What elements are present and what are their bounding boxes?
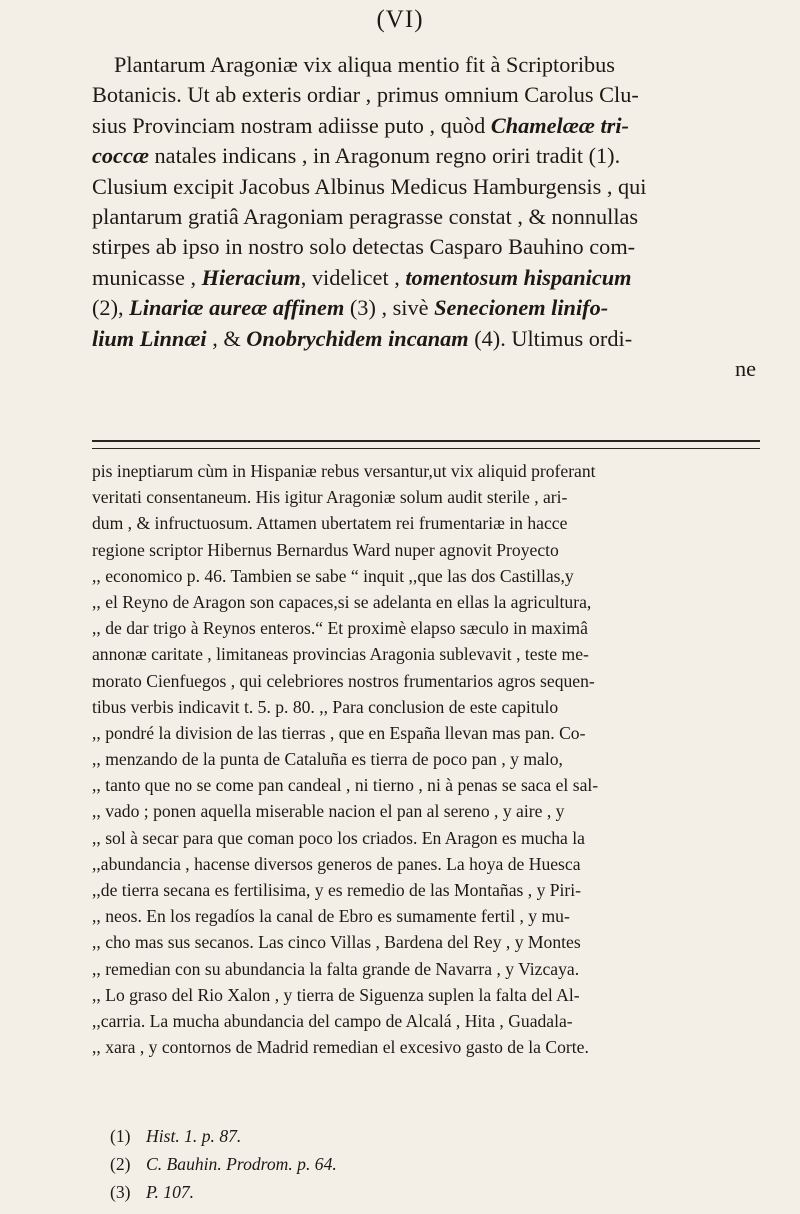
- footnote-line: ,, de dar trigo à Reynos enteros.“ Et proximè elapso sæculo in maximâ: [92, 618, 588, 639]
- main-text-line: [92, 111, 760, 141]
- main-text: [92, 50, 760, 384]
- footnote-line: ,, xara , y contornos de Madrid remedian el excesivo gasto de la Corte.: [92, 1037, 589, 1058]
- text-run: municasse ,: [92, 264, 202, 290]
- italic-text-run: Linariæ aureæ affinem: [129, 295, 345, 321]
- footnote-line: dum , & infructuosum. Attamen ubertatem rei frumentariæ in hacce: [92, 513, 568, 534]
- text-run: Plantarum Aragoniæ vix aliqua mentio fit à Scriptoribus: [114, 52, 615, 77]
- text-run: stirpes ab ipso in nostro solo detectas Casparo Bauhino com-: [92, 234, 636, 260]
- italic-text-run: tomentosum hispanicum: [405, 264, 632, 290]
- page-number: (VI): [376, 6, 424, 33]
- reference-text: C. Bauhin. Prodrom. p. 64.: [146, 1154, 337, 1174]
- footnote-line: annonæ caritate , limitaneas provincias Aragonia sublevavit , teste me-: [92, 644, 589, 665]
- footnote-line: ,, neos. En los regadíos la canal de Ebro es sumamente fertil , y mu-: [92, 906, 570, 927]
- main-text-line: [92, 202, 760, 232]
- reference-number: (1): [110, 1126, 131, 1146]
- main-text-line: [92, 80, 760, 110]
- text-run: Botanicis. Ut ab exteris ordiar , primus omnium Carolus Clu-: [92, 82, 639, 108]
- footnote-line: ,, cho mas sus secanos. Las cinco Villas , Bardena del Rey , y Montes: [92, 932, 581, 953]
- text-run: plantarum gratiâ Aragoniam peragrasse constat , & nonnullas: [92, 203, 639, 229]
- reference-number: (2): [110, 1154, 131, 1174]
- footnote-line: tibus verbis indicavit t. 5. p. 80. ,, Para conclusion de este capitulo: [92, 696, 559, 717]
- footnote-line: pis ineptiarum cùm in Hispaniæ rebus versantur,ut vix aliquid proferant: [92, 461, 596, 481]
- text-run: (4). Ultimus ordi-: [468, 325, 633, 351]
- footnote-line: ,,carria. La mucha abundancia del campo de Alcalá , Hita , Guadala-: [92, 1010, 573, 1031]
- text-run: sius Provinciam nostram adiisse puto , quòd: [92, 112, 491, 138]
- footnote-line: ,,abundancia , hacense diversos generos de panes. La hoya de Huesca: [92, 853, 581, 874]
- footnote-line: ,, remedian con su abundancia la falta grande de Navarra , y Vizcaya.: [92, 958, 580, 979]
- italic-text-run: coccæ: [92, 143, 149, 169]
- main-text-line: [92, 50, 760, 80]
- text-run: (2),: [92, 295, 130, 321]
- footnote-line: ,, Lo graso del Rio Xalon , y tierra de Siguenza suplen la falta del Al-: [92, 984, 580, 1005]
- footnote-line: ,,de tierra secana es fertilisima, y es remedio de las Montañas , y Piri-: [92, 880, 582, 900]
- text-run: ne: [734, 355, 756, 381]
- italic-text-run: Hieracium: [201, 264, 301, 290]
- text-run: Clusium excipit Jacobus Albinus Medicus Hamburgensis , qui: [92, 173, 647, 199]
- reference-number: (3): [110, 1182, 131, 1202]
- footnote-line: veritati consentaneum. His igitur Aragoniæ solum audit sterile , ari-: [92, 487, 568, 508]
- reference-text: Hist. 1. p. 87.: [146, 1126, 242, 1146]
- footnote-line: ,, sol à secar para que coman poco los criados. En Aragon es mucha la: [92, 827, 585, 848]
- main-text-line: [92, 293, 760, 323]
- main-text-line: [92, 172, 760, 202]
- italic-text-run: Senecionem linifo-: [434, 295, 609, 321]
- footnote-line: morato Cienfuegos , qui celebriores nostros frumentarios agros sequen-: [92, 670, 595, 691]
- footnote-line: ,, pondré la division de las tierras , que en España llevan mas pan. Co-: [92, 722, 586, 743]
- main-text-line: [92, 141, 760, 171]
- text-run: natales indicans , in Aragonum regno oriri tradit (1).: [148, 143, 621, 169]
- reference-text: P. 107.: [146, 1182, 195, 1202]
- main-text-line: [92, 324, 760, 354]
- reference-entry: [110, 1178, 750, 1206]
- footnote-line: regione scriptor Hibernus Bernardus Ward nuper agnovit Proyecto: [92, 539, 559, 560]
- main-text-line: [92, 232, 760, 262]
- main-text-line: [92, 263, 760, 293]
- reference-list: [110, 1122, 750, 1206]
- italic-text-run: Onobrychidem incanam: [246, 325, 469, 351]
- reference-entry: [110, 1122, 750, 1150]
- text-run: , videlicet ,: [300, 264, 406, 290]
- footnote-line: ,, el Reyno de Aragon son capaces,si se adelanta en ellas la agricultura,: [92, 591, 592, 612]
- footnote-line: ,, vado ; ponen aquella miserable nacion el pan al sereno , y aire , y: [92, 801, 565, 822]
- text-run: , &: [206, 325, 247, 351]
- italic-text-run: lium Linnæi: [92, 325, 207, 351]
- footnote-text: [92, 458, 760, 1060]
- footnote-separator-rule: [92, 440, 760, 449]
- footnote-line: ,, economico p. 46. Tambien se sabe “ inquit ,,que las dos Castillas,y: [92, 565, 574, 586]
- footnote-line: ,, tanto que no se come pan candeal , ni tierno , ni à penas se saca el sal-: [92, 775, 599, 796]
- text-run: (3) , sivè: [344, 295, 435, 321]
- italic-text-run: Chamelææ tri-: [490, 112, 629, 138]
- footnote-line: ,, menzando de la punta de Cataluña es tierra de poco pan , y malo,: [92, 749, 563, 770]
- main-text-line: [92, 354, 760, 384]
- reference-entry: [110, 1150, 750, 1178]
